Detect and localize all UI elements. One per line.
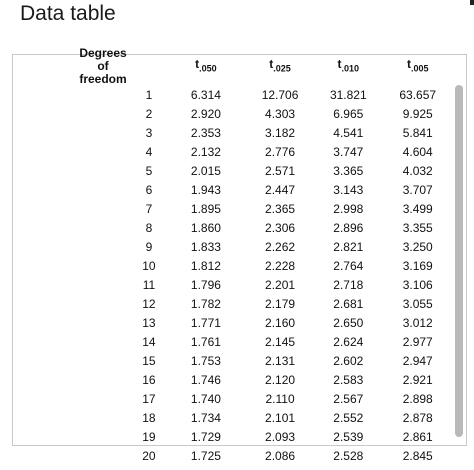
cell-t-050: 1.782	[190, 297, 221, 311]
cell-t-025: 2.093	[265, 430, 296, 444]
table-row	[13, 352, 453, 371]
vertical-scrollbar[interactable]	[455, 55, 465, 445]
cell-t-050: 2.132	[190, 145, 221, 159]
cell-df	[13, 181, 166, 200]
cell-t-005: 3.106	[402, 278, 433, 292]
df-value: 14	[142, 335, 156, 349]
cell-t-010: 6.965	[333, 107, 364, 121]
table-row	[13, 428, 453, 447]
cell-df	[13, 162, 166, 181]
cell-t-050: 6.314	[190, 88, 221, 102]
df-value: 13	[142, 316, 156, 330]
t-distribution-table	[13, 47, 453, 466]
cell-df	[13, 295, 166, 314]
df-value: 12	[142, 297, 156, 311]
cell-df	[13, 352, 166, 371]
cell-t-025: 2.447	[265, 183, 296, 197]
cell-t-010: 2.539	[333, 430, 364, 444]
cell-df	[13, 428, 166, 447]
df-value: 8	[145, 221, 153, 235]
table-row	[13, 333, 453, 352]
cell-t-005: 2.898	[402, 392, 433, 406]
cell-df	[13, 390, 166, 409]
cell-t-010: 2.718	[333, 278, 364, 292]
cell-t-005: 4.604	[402, 145, 433, 159]
cell-t-005: 63.657	[399, 88, 437, 102]
cell-t-005: 2.878	[402, 411, 433, 425]
cell-t-010: 2.821	[333, 240, 364, 254]
cell-df	[13, 314, 166, 333]
cell-t-050: 1.740	[190, 392, 221, 406]
cell-t-025: 2.262	[265, 240, 296, 254]
df-value: 9	[145, 240, 153, 254]
cell-t-025: 2.086	[265, 449, 296, 463]
table-row	[13, 314, 453, 333]
cell-t-050: 1.771	[190, 316, 221, 330]
table-row	[13, 447, 453, 466]
cell-t-010: 2.583	[333, 373, 364, 387]
cell-t-025: 2.228	[265, 259, 296, 273]
table-row	[13, 162, 453, 181]
cell-t-005: 3.250	[402, 240, 433, 254]
df-value: 16	[142, 373, 156, 387]
table-row	[13, 390, 453, 409]
cell-df	[13, 200, 166, 219]
cell-t-005: 3.169	[402, 259, 433, 273]
cell-df	[13, 86, 166, 105]
header-df-label: Degrees of freedom	[79, 46, 127, 86]
cell-t-025: 2.571	[265, 164, 296, 178]
cell-t-025: 4.303	[265, 107, 296, 121]
corner-marker	[470, 0, 474, 5]
cell-t-010: 3.143	[333, 183, 364, 197]
cell-t-010: 2.567	[333, 392, 364, 406]
table-header-row	[13, 47, 453, 86]
scrollbar-thumb[interactable]	[455, 85, 463, 437]
cell-df	[13, 143, 166, 162]
df-value: 10	[142, 259, 156, 273]
cell-t-025: 2.306	[265, 221, 296, 235]
table-row	[13, 143, 453, 162]
df-value: 7	[145, 202, 153, 216]
table-row	[13, 86, 453, 105]
cell-t-050: 1.746	[190, 373, 221, 387]
cell-t-005: 9.925	[402, 107, 433, 121]
header-t-005	[382, 47, 453, 86]
table-row	[13, 181, 453, 200]
cell-t-005: 3.012	[402, 316, 433, 330]
cell-t-005: 2.845	[402, 449, 433, 463]
cell-t-010: 2.552	[333, 411, 364, 425]
cell-t-050: 1.729	[190, 430, 221, 444]
cell-t-050: 1.734	[190, 411, 221, 425]
header-t-050	[166, 47, 246, 86]
cell-t-010: 2.896	[333, 221, 364, 235]
cell-t-025: 2.365	[265, 202, 296, 216]
df-value: 15	[142, 354, 156, 368]
cell-t-050: 1.895	[190, 202, 221, 216]
df-value: 5	[145, 164, 153, 178]
table-body	[13, 86, 453, 466]
header-t-010	[314, 47, 382, 86]
header-t-subscript: .050	[199, 63, 217, 74]
cell-t-005: 3.355	[402, 221, 433, 235]
cell-t-010: 31.821	[329, 88, 367, 102]
cell-t-050: 1.761	[190, 335, 221, 349]
cell-t-025: 2.160	[265, 316, 296, 330]
cell-t-025: 12.706	[261, 88, 299, 102]
table-row	[13, 105, 453, 124]
cell-t-025: 2.101	[265, 411, 296, 425]
cell-t-005: 2.921	[402, 373, 433, 387]
cell-t-025: 3.182	[265, 126, 296, 140]
table-scroll-panel[interactable]	[12, 46, 467, 463]
cell-t-005: 2.861	[402, 430, 433, 444]
df-value: 19	[142, 430, 156, 444]
header-t-025	[246, 47, 314, 86]
cell-t-005: 2.977	[402, 335, 433, 349]
df-value: 17	[142, 392, 156, 406]
cell-t-050: 1.943	[190, 183, 221, 197]
cell-t-050: 1.812	[190, 259, 221, 273]
cell-t-010: 2.650	[333, 316, 364, 330]
header-t-subscript: .005	[410, 63, 429, 74]
cell-t-010: 2.764	[333, 259, 364, 273]
table-row	[13, 238, 453, 257]
cell-t-050: 1.796	[190, 278, 221, 292]
cell-df	[13, 219, 166, 238]
cell-t-050: 2.015	[190, 164, 221, 178]
dialog-title: Data table	[20, 2, 116, 25]
cell-t-005: 3.707	[402, 183, 433, 197]
cell-t-050: 1.753	[190, 354, 221, 368]
header-degrees-of-freedom	[13, 47, 166, 86]
cell-t-010: 2.624	[333, 335, 364, 349]
cell-t-010: 2.681	[333, 297, 364, 311]
df-value: 20	[142, 449, 156, 463]
cell-t-050: 1.725	[190, 449, 221, 463]
cell-t-005: 5.841	[402, 126, 433, 140]
table-row	[13, 124, 453, 143]
header-t-symbol: t	[406, 57, 411, 72]
cell-df	[13, 124, 166, 143]
cell-t-025: 2.776	[265, 145, 296, 159]
cell-t-025: 2.201	[265, 278, 296, 292]
df-value: 3	[145, 126, 153, 140]
df-value: 2	[145, 107, 153, 121]
cell-df	[13, 105, 166, 124]
df-value: 6	[145, 183, 153, 197]
cell-df	[13, 409, 166, 428]
table-row	[13, 295, 453, 314]
cell-t-010: 3.365	[333, 164, 364, 178]
cell-t-050: 1.833	[190, 240, 221, 254]
cell-t-005: 2.947	[402, 354, 433, 368]
cell-t-025: 2.145	[265, 335, 296, 349]
table-row	[13, 409, 453, 428]
header-t-subscript: .025	[273, 63, 291, 74]
cell-t-010: 2.602	[333, 354, 364, 368]
df-value: 18	[142, 411, 156, 425]
df-value: 11	[142, 278, 156, 292]
table-row	[13, 219, 453, 238]
cell-t-025: 2.179	[265, 297, 296, 311]
df-value: 4	[145, 145, 153, 159]
cell-df	[13, 276, 166, 295]
table-row	[13, 257, 453, 276]
df-value: 1	[145, 88, 153, 102]
header-t-symbol: t	[269, 57, 274, 72]
cell-df	[13, 333, 166, 352]
cell-t-005: 3.499	[402, 202, 433, 216]
cell-df	[13, 447, 166, 466]
cell-t-025: 2.110	[265, 392, 295, 406]
cell-df	[13, 257, 166, 276]
table-row	[13, 371, 453, 390]
cell-df	[13, 371, 166, 390]
cell-t-005: 3.055	[402, 297, 433, 311]
cell-df	[13, 238, 166, 257]
cell-t-050: 2.920	[190, 107, 221, 121]
table-scroll-content	[13, 47, 453, 466]
cell-t-010: 4.541	[333, 126, 364, 140]
cell-t-025: 2.131	[265, 354, 296, 368]
cell-t-025: 2.120	[265, 373, 296, 387]
cell-t-050: 1.860	[190, 221, 221, 235]
cell-t-010: 3.747	[333, 145, 364, 159]
cell-t-010: 2.528	[333, 449, 364, 463]
table-row	[13, 276, 453, 295]
header-t-subscript: .010	[341, 63, 360, 74]
cell-t-010: 2.998	[333, 202, 364, 216]
cell-t-050: 2.353	[190, 126, 221, 140]
table-row	[13, 200, 453, 219]
header-t-symbol: t	[195, 57, 200, 72]
cell-t-005: 4.032	[402, 164, 433, 178]
header-t-symbol: t	[337, 57, 342, 72]
